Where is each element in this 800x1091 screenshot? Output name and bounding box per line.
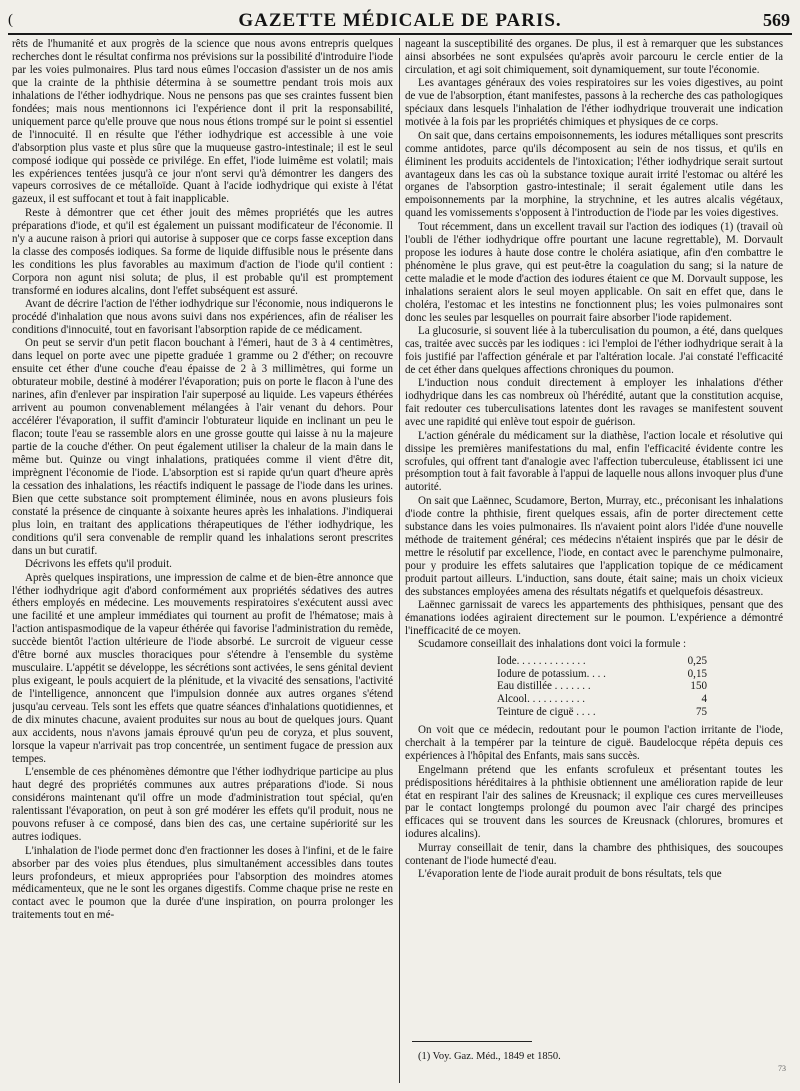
formula-ingredient: Teinture de ciguë . . . . — [497, 705, 596, 718]
corner-mark: 73 — [778, 1064, 786, 1073]
header-mark: ( — [8, 12, 13, 28]
paragraph: L'évaporation lente de l'iode aurait produit de bons résultats, tels que — [418, 868, 722, 881]
paragraph: Murray conseillait de tenir, dans la chambre des phthisiques, des soucoupes contenant de l'iode humecté d'eau. — [405, 841, 783, 867]
formula-amount: 0,25 — [687, 655, 707, 668]
left-column — [12, 38, 393, 1084]
journal-title: GAZETTE MÉDICALE DE PARIS. — [238, 10, 562, 31]
paragraph: rêts de l'humanité et aux progrès de la science que nous avons entrepris quelques recherches dont le résultat confirma nos prévisions sur la possibilité d'introduire l'iode par les voies pulmonaires. Plus tard nous eûmes l'occasion d'assister un de nos amis que la crainte de la phthisie détermina à se soumettre pendant trois mois aux inhalations de l'éther iodhydrique. Nous ne pensons pas que ses craintes fussent bien fondées; mais nous mentionnons ici l'expérience dont il prit la responsabilité, uniquement parce qu'elle prouve que nous nous étions trompé sur le point si essentiel de l'innocuité. Il en résulte que l'éther iodhydrique est accessible à une voie d'absorption plus vaste et plus sûre que la muqueuse gastro-intestinale; il est le seul composé iodique qui possède ce privilége. En effet, l'iode luimême est volatil; mais les expériences tentées jusqu'à ce jour n'ont servi qu'à démontrer les dangers des vapeurs corrosives de ce métalloïde. Quant à l'acide iodhydrique qui existe à l'état gazeux, il est suffocant et tout à fait inapplicable. — [12, 38, 393, 206]
paragraph: On sait que, dans certains empoisonnements, les iodures métalliques sont prescrits comme antidotes, parce qu'ils décomposent au sein de nos tissus, et qu'ils en éliminent les produits accidentels de l'intoxication; l'éther iodhydrique serait surtout avantageux dans les cas où la substance toxique aurait irrité l'estomac ou altéré les organes de l'absorption gastro-intestinale; il serait également utile dans les empoisonnements par la morphine, la strychnine, et les autres alcalis végétaux, quand les vomissements s'opposent à l'introduction de l'iode par les voies digestives. — [405, 129, 783, 220]
formula-table — [497, 655, 707, 718]
paragraph: L'ensemble de ces phénomènes démontre que l'éther iodhydrique participe au plus haut degré des propriétés communes aux autres préparations d'iode. Si nous considérons maintenant qu'il offre un mode d'administration tout spécial, qu'en ralentissant l'évaporation, on peut à son gré modérer les effets qu'il produit, nous ne pouvons refuser à ce composé, dans bien des cas, une certaine supériorité sur les autres iodiques. — [12, 766, 393, 844]
footnote: (1) Voy. Gaz. Méd., 1849 et 1850. — [418, 1051, 561, 1062]
formula-amount: 150 — [690, 680, 707, 693]
paragraph: nageant la susceptibilité des organes. De plus, il est à remarquer que les substances ainsi absorbées ne sont expulsées qu'après avoir parcouru le cercle entier de la circulation, et agi soit chimiquement, soit dynamiquement, sur toute l'économie. — [405, 38, 783, 76]
formula-ingredient: Iode. . . . . . . . . . . . . — [497, 655, 586, 668]
formula-row — [497, 706, 707, 719]
formula-ingredient: Eau distillée . . . . . . . — [497, 680, 591, 693]
formula-amount: 4 — [701, 693, 707, 706]
formula-amount: 75 — [695, 705, 707, 718]
formula-row — [497, 668, 707, 681]
paragraph: On voit que ce médecin, redoutant pour le poumon l'action irritante de l'iode, cherchait à la tempérer par la teinture de ciguë. Baudelocque répéta depuis ces expériences à l'hôpital des Enfants, mais sans succès. — [405, 724, 783, 763]
formula-row — [497, 693, 707, 706]
formula-amount: 0,15 — [687, 667, 707, 680]
paragraph: Reste à démontrer que cet éther jouit des mêmes propriétés que les autres préparations d'iode, et qu'il est également un puissant modificateur de l'économie. Il n'y a aucune raison à priori qui autorise à supposer que ce corps fasse exception dans la classe des composés iodiques. Sa forme de liquide diffusible nous le présente dans les conditions les plus favorables au maximum d'action de l'iode qu'il contient : Corpora non agunt nisi soluta; de plus, il est probable qu'il est promptement transformé en iodures alcalins, dont l'effet subséquent est assuré. — [12, 206, 393, 297]
footnote-rule — [412, 1041, 532, 1042]
paragraph: La glucosurie, si souvent liée à la tuberculisation du poumon, a été, dans quelques cas, traitée avec succès par les iodiques : ici l'emploi de l'éther iodhydrique serait à la fois justifié par l'affection générale et par l'altération locale. J'ai constaté l'efficacité de cet éther dans quelques affections chroniques du poumon. — [405, 324, 783, 376]
paragraph: L'induction nous conduit directement à employer les inhalations d'éther iodhydrique dans les cas nombreux où l'hérédité, autant que la constitution acquise, fait redouter ces tuberculisations latentes dont les ravages se manifestent souvent avec une rapidité qui enlève tout espoir de guérison. — [405, 377, 783, 429]
paragraph: L'inhalation de l'iode permet donc d'en fractionner les doses à l'infini, et de le faire absorber par des voies plus étendues, plus simultanément accessibles dans toutes leurs profondeurs, et mieux appropriées pour l'absorption des moindres atomes médicamenteux, que ne le sont les organes digestifs. Comme chaque prise ne reste en contact avec le poumon que la durée d'une inspiration, on pourra prolonger les traitements tout en mé- — [12, 844, 393, 922]
paragraph: Laënnec garnissait de varecs les appartements des phthisiques, pensant que des émanations iodées agiraient directement sur le poumon. L'expérience a démontré l'inefficacité de ce moyen. — [405, 598, 783, 637]
paragraph: L'action générale du médicament sur la diathèse, l'action locale et résolutive qui dissipe les premières manifestations du mal, enfin l'efficacité évidente contre les scrofules, qui offrent tant d'analogie avec l'affection tuberculeuse, établissent ici une présomption tout à fait favorable à l'appui de laquelle nous allons invoquer plus d'une autorité. — [405, 429, 783, 494]
paragraph: Après quelques inspirations, une impression de calme et de bien-être annonce que l'éther iodhydrique agit d'abord conformément aux propriétés sédatives des autres éthers employés en médecine. Les mouvements respiratoires s'exécutent aussi avec une facilité et une ampleur immédiates qui tournent au profit de l'hématose; mais à l'action antispasmodique de la vapeur éthérée qui favorise l'administration du remède, succède bientôt l'action ultérieure de l'iode absorbé. Le surcroit de vigueur cesse d'être borné aux muscles thoraciques pour s'étendre à l'ensemble du système musculaire. L'appétit se développe, les sécrétions sont activées, le sens génital devient plus exigeant, le pouls acquiert de la plénitude, et la vivacité des sensations, l'activité de l'intelligence, annoncent que l'impulsion donnée aux autres organes s'étend jusqu'au cerveau. Tels sont les effets que quatre séances d'inhalations quotidiennes, et de dix minutes chacune, avaient produites sur nous au bout de quelques jours. Quant aux accidents, nous n'avons jamais éprouvé qu'un peu de coryza, et plus souvent, lorsque la vapeur n'arrivait pas trop concentrée, un sentiment fugace de pression aux tempes. — [12, 571, 393, 765]
formula-ingredient: Iodure de potassium. . . . — [497, 667, 606, 680]
header-rule — [8, 33, 792, 35]
paragraph: Scudamore conseillait des inhalations dont voici la formule : — [418, 638, 687, 651]
page-header — [8, 8, 792, 32]
paragraph: On sait que Laënnec, Scudamore, Berton, Murray, etc., préconisant les inhalations d'iode contre la phthisie, firent quelques essais, afin de porter directement cette substance dans les voies pulmonaires. Ils n'avaient point alors l'idée d'une nouvelle méthode de traitement général; ces médecins n'étaient inspirés que par le désir de mettre le résolutif par excellence, l'iode, en contact avec le parenchyme pulmonaire, pour y produire les effets salutaires que l'application topique de ce médicament produit partout ailleurs. L'induction, sans doute, était saine; mais un choix vicieux des substances employées amena des résultats négatifs et quelquefois désastreux. — [405, 494, 783, 598]
paragraph: Tout récemment, dans un excellent travail sur l'action des iodiques (1) (travail où l'oubli de l'éther iodhydrique offre pourtant une lacune regrettable), M. Dorvault propose les iodures à haute dose contre le choléra asiatique, afin d'en combattre le phénomène le plus grave, qui est peut-être la coagulation du sang; si la nature de cette maladie et le mode d'action des iodures étaient ce que M. Dorvault suppose, les inhalations seraient alors le seul moyen applicable. On sait en effet que, dans le choléra, l'estomac et les intestins ne fonctionnent plus; les voies pulmonaires sont donc les seules par lesquelles on pourrait faire absorber l'iode rapidement. — [405, 220, 783, 324]
column-divider — [399, 38, 400, 1083]
formula-row — [497, 655, 707, 668]
formula-ingredient: Alcool. . . . . . . . . . . — [497, 693, 586, 706]
paragraph: Les avantages généraux des voies respiratoires sur les voies digestives, au point de vue de l'absorption, étant manifestes, passons à la recherche des cas pathologiques spéciaux dans lesquels l'inhalation de l'éther iodhydrique trouverait une indication motivée à la fois par les propriétés chimiques et physiques de ce corps. — [405, 77, 783, 129]
page-number: 569 — [763, 10, 790, 30]
paragraph: On peut se servir d'un petit flacon bouchant à l'émeri, haut de 3 à 4 centimètres, dans lequel on porte avec une pipette graduée 1 gramme ou 2 d'éther; on recouvre ensuite cet éther d'une couche d'eau épaisse de 2 à 3 millimètres, qui forme un obturateur mobile, destiné à modérer l'évaporation; puis on porte le flacon à l'une des narines, afin d'enlever par inspiration l'air superposé au liquide. Les vapeurs éthérées arrivent au poumon convenablement mélangées à l'air venant du dehors. Pour accélérer l'évaporation, il suffit d'amincir l'obturateur liquide en inclinant un peu le flacon; toute l'eau se rassemble alors en une grosse goutte qui laisse à nu la majeure partie de la couche d'éther. On peut également utiliser la chaleur de la main dans le même but. Quinze ou vingt inhalations, pratiquées comme il vient d'être dit, imprègnent l'économie de l'iode. L'absorption est si rapide qu'un quart d'heure après la cessation des inhalations, les réactifs indiquent le passage de l'iode dans les urines. Bien que cette substance soit promptement éliminée, nous en avons plusieurs fois constaté la présence de cinquante à soixante heures après les inhalations. J'indiquerai plus loin, en traitant des applications thérapeutiques de l'éther iodhydrique, les conditions qu'il sera convenable de remplir quand les inhalations seront prescrites dans un but curatif. — [12, 337, 393, 557]
paragraph: Décrivons les effets qu'il produit. — [25, 558, 172, 571]
paragraph: Avant de décrire l'action de l'éther iodhydrique sur l'économie, nous indiquerons le procédé d'inhalation que nous avons suivi dans nos expériences, afin de réaliser les conditions d'innocuité, tout en favorisant l'absorption rapide de ce médicament. — [12, 298, 393, 336]
paragraph: Engelmann prétend que les enfants scrofuleux et présentant toutes les prédispositions héréditaires à la phthisie obtiennent une amélioration rapide de leur état en respirant l'air des salines de Kreusnack; il explique ces cures merveilleuses par le contact longtemps prolongé du poumon avec l'air chargé des principes efficaces qui se trouvent dans les sources de Kreusnack (chlorures, bromures et iodures alcalins). — [405, 763, 783, 841]
formula-row — [497, 680, 707, 693]
right-column — [405, 38, 783, 1038]
